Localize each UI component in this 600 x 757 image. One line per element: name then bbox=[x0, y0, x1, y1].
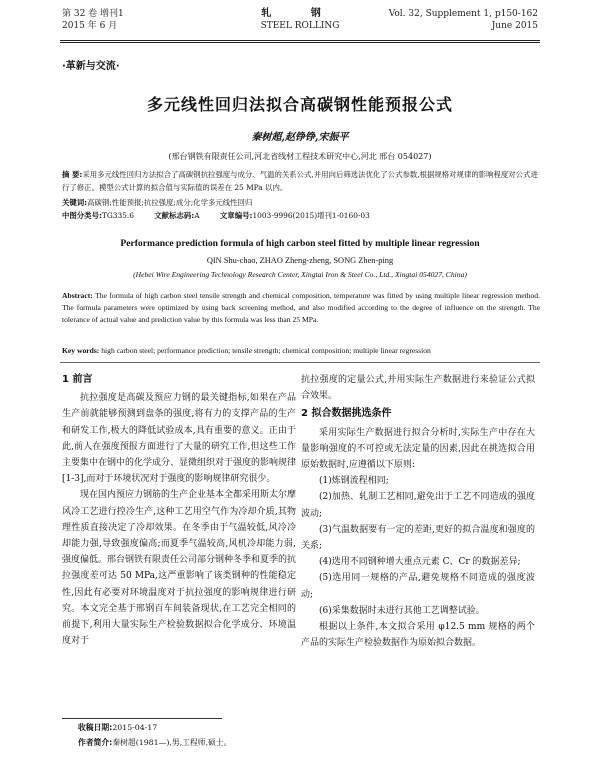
body-column-right bbox=[301, 372, 535, 651]
doc-code-value: A bbox=[194, 211, 200, 220]
author-bio-label: 作者简介: bbox=[78, 738, 113, 747]
affiliation-cn: (邢台钢铁有限责任公司,河北省线材工程技术研究中心,河北 邢台 054027) bbox=[168, 152, 432, 161]
received-label: 收稿日期: bbox=[78, 723, 113, 732]
body-column-left bbox=[62, 372, 296, 649]
selection-criterion: (1)炼钢流程相同; bbox=[319, 476, 389, 487]
selection-criterion: (2)加热、轧制工艺相同,避免出于工艺不同造成的强度波动; bbox=[301, 492, 535, 519]
authors-en: QIN Shu-chao, ZHAO Zheng-zheng, SONG Zhen-ping bbox=[206, 256, 394, 265]
keywords-en bbox=[62, 345, 540, 356]
header-right bbox=[389, 8, 538, 32]
clc-value: TG335.6 bbox=[101, 211, 134, 220]
footnote-rule bbox=[62, 718, 222, 719]
affiliation-en: (Hebei Wire Engineering Technology Research Center, Xingtai Iron & Steel Co., Ltd., Xingtai 054027, China) bbox=[133, 270, 467, 279]
received-value: 2015-04-17 bbox=[112, 723, 158, 732]
authors-cn: 秦树超,赵铮铮,宋振平 bbox=[251, 132, 349, 143]
author-bio-value: 秦树超(1981—),男,工程师,硕士。 bbox=[112, 738, 232, 747]
article-no-label: 文章编号: bbox=[219, 211, 253, 220]
section-heading-data-selection: 2 拟合数据挑选条件 bbox=[301, 408, 392, 420]
paper-title-en: Performance prediction formula of high carbon steel fitted by multiple linear regression bbox=[120, 238, 480, 249]
header-rule bbox=[60, 40, 540, 41]
doc-code-label: 文献标志码: bbox=[154, 211, 195, 220]
author-bio bbox=[78, 737, 231, 749]
journal-name-cn: 轧 钢 bbox=[261, 8, 339, 19]
keywords-cn-text: 高碳钢;性能预报;抗拉强度;成分;化学多元线性回归 bbox=[87, 198, 253, 207]
selection-criterion: (5)选用同一规格的产品,避免规格不同造成的强度波动; bbox=[301, 573, 535, 600]
keywords-en-text: high carbon steel; performance prediction; tensile strength; chemical composition; multiple linear regression bbox=[101, 346, 431, 355]
abstract-divider bbox=[60, 362, 540, 363]
abstract-cn-label: 摘 要: bbox=[62, 170, 83, 179]
received-date bbox=[78, 722, 157, 734]
abstract-en bbox=[62, 290, 540, 327]
keywords-en-label: Key words: bbox=[62, 346, 100, 355]
selection-paragraph-1: 采用实际生产数据进行拟合分析时,实际生产中存在大量影响强度的不可控或无法定量的因素,因此在挑选拟合用原始数据时,应遵循以下原则: bbox=[301, 427, 535, 471]
clc-label: 中图分类号: bbox=[62, 211, 102, 220]
selection-criterion: (6)采集数据时未进行其他工艺调整试验。 bbox=[319, 605, 485, 616]
section-heading-introduction: 1 前言 bbox=[62, 374, 93, 385]
intro-paragraph-1: 抗拉强度是高碳及预应力钢的最关键指标,如果在产品生产前就能够预测到盘条的强度,将有力的支撑产品的生产和研发工作,极大的降低试验成本,具有重要的意义。正由于此,前人在强度预报方面进行了大量的研究工作,但这些工作主要集中在钢中的化学成分、显微组织对于强度的影响规律[1-3],而对于环境状况对于强度的影响规律研究很少。 bbox=[62, 393, 297, 485]
keywords-cn-label: 关键词: bbox=[62, 198, 88, 207]
abstract-cn bbox=[62, 168, 540, 194]
article-no-value: 1003-9996(2015)增刊1-0160-03 bbox=[252, 211, 370, 220]
column-tag: ·革新与交流· bbox=[62, 61, 120, 72]
selection-paragraph-2: 根据以上条件,本文拟合采用 φ12.5 mm 规格的两个产品的实际生产检验数据作为原始拟合数据。 bbox=[301, 622, 535, 649]
journal-name-en: STEEL ROLLING bbox=[260, 21, 340, 31]
header-rule-secondary bbox=[60, 42, 540, 43]
publication-date: 2015 年 6 月 bbox=[62, 21, 118, 31]
abstract-en-label: Abstract: bbox=[62, 291, 93, 300]
intro-paragraph-2: 现在国内预应力钢筋的生产企业基本全都采用斯太尔摩风冷工艺进行控冷生产,这种工艺用空气作为冷却介质,其物理性质直接决定了冷却效果。在冬季由于气温较低,风冷冷却能力强,导致强度偏高;而夏季气温较高,风机冷却能力弱,强度偏低。邢台钢铁有限责任公司部分钢种冬季和夏季的抗拉强度差可达 50 MPa,这严重影响了该类钢种的性能稳定性,因此有必要对环境温度对于抗拉强度的影响规律进行研究。本文完全基于邢钢百车间装备现状,在工艺完全相同的前提下,利用大量实际生产检验数据拟合化学成分、环境温度对于 bbox=[62, 490, 297, 647]
volume-pages-en: Vol. 32, Supplement 1, p150-162 bbox=[388, 9, 538, 19]
selection-criterion: (3)气温数据要有一定的差距,更好的拟合温度和强度的关系; bbox=[301, 524, 535, 552]
abstract-en-text: The formula of high carbon steel tensile strength and chemical composition, temperature was fitted by using multiple linear regression method. The formula parameters were optimized by using back screening method, and also modified according to the degree of influence on the strength. The tolerance of actual value and prediction value by this formula was less than 25 MPa. bbox=[62, 291, 540, 325]
selection-criterion: (4)选用不同钢种增大重点元素 C、Cr 的数据差异; bbox=[319, 557, 521, 568]
volume-issue: 第 32 卷 增刊1 bbox=[62, 9, 124, 19]
paper-title-cn: 多元线性回归法拟合高碳钢性能预报公式 bbox=[146, 95, 453, 114]
classification-row bbox=[62, 210, 540, 221]
keywords-cn bbox=[62, 197, 540, 208]
abstract-cn-text: 采用多元线性回归方法拟合了高碳钢抗拉强度与成分、气温的关系公式,并用向后筛选法优化了公式参数,根据规格对规律的影响程度对公式进行了修正。模型公式计算的拟合值与实际值的误差在 25 MPa 以内。 bbox=[62, 170, 538, 192]
intro-paragraph-continued: 抗拉强度的定量公式,并用实际生产数据进行来验证公式拟合效果。 bbox=[301, 375, 535, 402]
date-en: June 2015 bbox=[491, 21, 538, 31]
